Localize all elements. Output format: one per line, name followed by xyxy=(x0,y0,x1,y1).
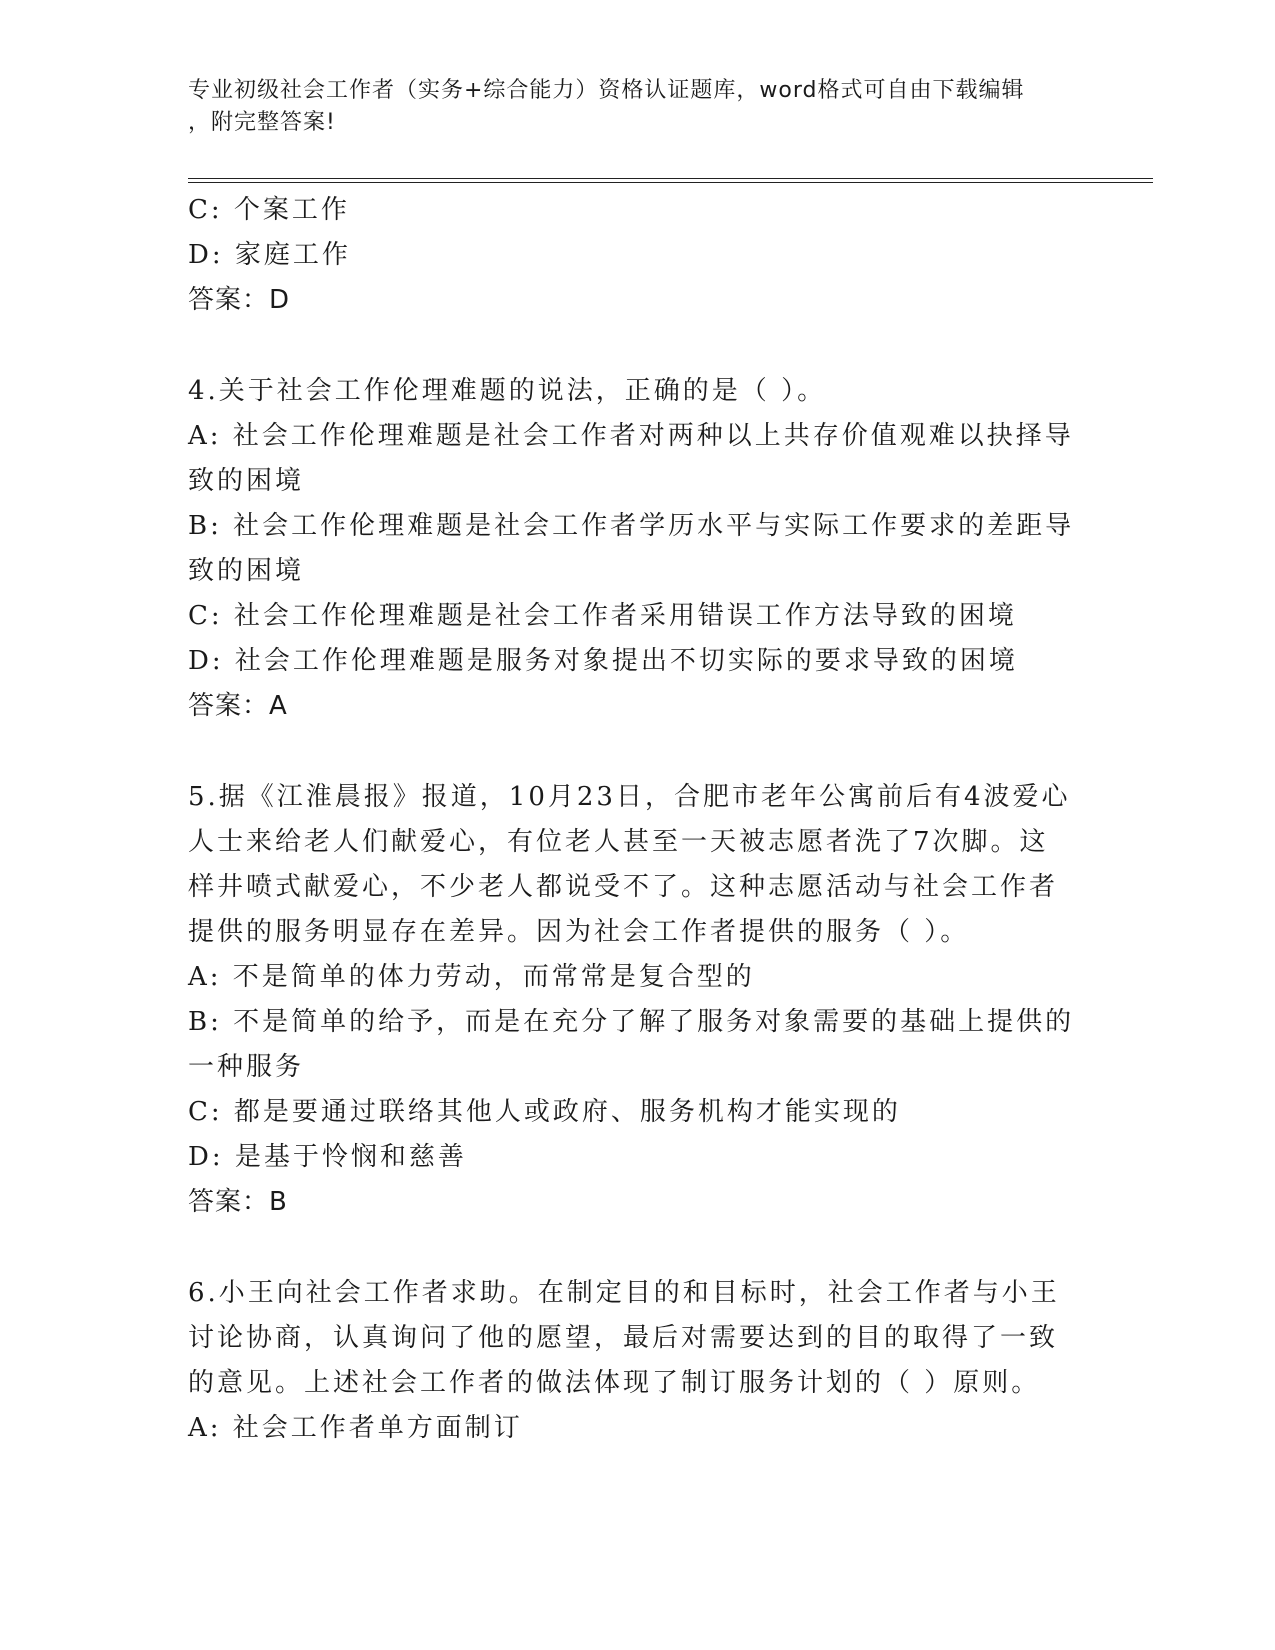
q6-stem-line-3: 的意见。上述社会工作者的做法体现了制订服务计划的（ ）原则。 xyxy=(188,1368,1041,1398)
q4-option-c: C: 社会工作伦理难题是社会工作者采用错误工作方法导致的困境 xyxy=(188,601,1017,631)
q5-stem-line-4: 提供的服务明显存在差异。因为社会工作者提供的服务（ ）。 xyxy=(188,917,970,947)
q5-option-c: C: 都是要通过联络其他人或政府、服务机构才能实现的 xyxy=(188,1097,901,1127)
q5-stem-line-1: 5.据《江淮晨报》报道，10月23日，合肥市老年公寓前后有4波爱心 xyxy=(188,782,1071,812)
question-6 xyxy=(188,1271,1088,1451)
q3-answer: 答案：D xyxy=(188,285,291,315)
header-title-line-2: ，附完整答案! xyxy=(188,110,336,135)
question-4 xyxy=(188,369,1088,729)
q4-option-b-line-1: B: 社会工作伦理难题是社会工作者学历水平与实际工作要求的差距导 xyxy=(188,511,1075,541)
spacer xyxy=(188,729,1088,775)
q5-option-b-line-2: 一种服务 xyxy=(188,1052,305,1082)
q4-answer: 答案：A xyxy=(188,691,288,721)
spacer xyxy=(188,1225,1088,1271)
q5-stem-line-2: 人士来给老人们献爱心，有位老人甚至一天被志愿者洗了7次脚。这 xyxy=(188,827,1049,857)
q5-option-a: A: 不是简单的体力劳动，而常常是复合型的 xyxy=(188,962,755,992)
q6-option-a: A: 社会工作者单方面制订 xyxy=(188,1413,523,1443)
q6-stem-line-2: 讨论协商，认真询问了他的愿望，最后对需要达到的目的取得了一致 xyxy=(188,1323,1059,1353)
q4-stem: 4.关于社会工作伦理难题的说法，正确的是（ ）。 xyxy=(188,376,827,406)
q4-option-d: D: 社会工作伦理难题是服务对象提出不切实际的要求导致的困境 xyxy=(188,646,1018,676)
q4-option-a-line-2: 致的困境 xyxy=(188,466,305,496)
header-divider-top xyxy=(188,178,1153,179)
q4-option-b-line-2: 致的困境 xyxy=(188,556,305,586)
q5-stem-line-3: 样井喷式献爱心，不少老人都说受不了。这种志愿活动与社会工作者 xyxy=(188,872,1059,902)
q3-option-c: C: 个案工作 xyxy=(188,195,350,225)
question-5 xyxy=(188,775,1088,1225)
header-divider-bottom xyxy=(188,182,1153,183)
q5-answer: 答案：B xyxy=(188,1187,288,1217)
header-title-line-1: 专业初级社会工作者（实务+综合能力）资格认证题库，word格式可自由下载编辑 xyxy=(188,78,1025,103)
question-content xyxy=(188,188,1088,1451)
q4-option-a-line-1: A: 社会工作伦理难题是社会工作者对两种以上共存价值观难以抉择导 xyxy=(188,421,1074,451)
q6-stem-line-1: 6.小王向社会工作者求助。在制定目的和目标时，社会工作者与小王 xyxy=(188,1278,1060,1308)
question-3 xyxy=(188,188,1088,323)
q5-option-d: D: 是基于怜悯和慈善 xyxy=(188,1142,467,1172)
page-header xyxy=(188,75,1088,139)
q5-option-b-line-1: B: 不是简单的给予，而是在充分了解了服务对象需要的基础上提供的 xyxy=(188,1007,1075,1037)
q3-option-d: D: 家庭工作 xyxy=(188,240,351,270)
spacer xyxy=(188,323,1088,369)
